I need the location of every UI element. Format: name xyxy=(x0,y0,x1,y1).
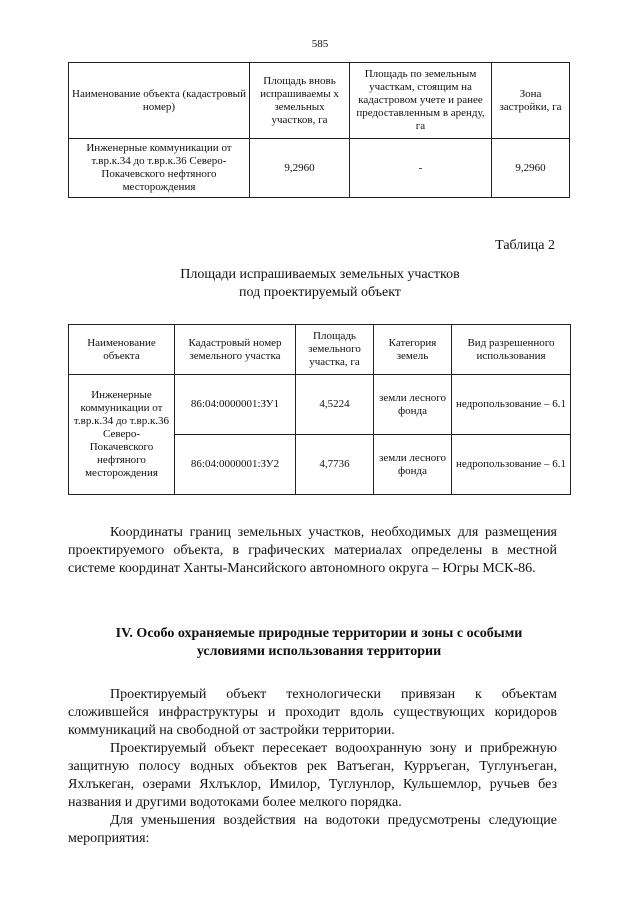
table2-header-cell: Наименование объекта xyxy=(69,325,175,375)
page-number: 585 xyxy=(311,38,329,50)
table1-header-cell: Наименование объекта (кадастровый номер) xyxy=(69,63,250,139)
land-category-cell: земли лесного фонда xyxy=(374,435,452,495)
cadastral-number-cell: 86:04:0000001:ЗУ1 xyxy=(175,375,296,435)
table-title-line: под проектируемый объект xyxy=(239,285,401,300)
table1-header-cell: Площадь по земельным участкам, стоящим на кадастровом учете и ранее предоставленным в аренду, га xyxy=(350,63,492,139)
paragraph: Проектируемый объект пересекает водоохранную зону и прибрежную защитную полосу водных объектов рек Ватъеган, Курръеган, Туглунъеган, Яхлъкеган, озерами Яхлъклор, Имилор, Туглунлор, Кульшемлор, ручьев без названия и другими водотоками более мелкого порядка. xyxy=(68,741,557,810)
table1-cell: - xyxy=(350,139,492,198)
table-title-line: Площади испрашиваемых земельных участков xyxy=(180,267,460,282)
coordinates-paragraph xyxy=(68,524,557,578)
section-heading-line: условиями использования территории xyxy=(196,644,442,659)
area-cell: 4,7736 xyxy=(296,435,374,495)
section-heading xyxy=(68,625,570,661)
land-category-cell: земли лесного фонда xyxy=(374,375,452,435)
object-name-cell: Инженерные коммуникации от т.вр.к.34 до т.вр.к.36 Северо-Покачевского нефтяного месторождения xyxy=(69,375,175,495)
table2-header-cell: Кадастровый номер земельного участка xyxy=(175,325,296,375)
table2-header-cell: Вид разрешенного использования xyxy=(452,325,571,375)
section-heading-line: IV. Особо охраняемые природные территории и зоны с особыми xyxy=(115,626,523,641)
table2-header-cell: Категория земель xyxy=(374,325,452,375)
paragraph: Координаты границ земельных участков, необходимых для размещения проектируемого объекта, в графических материалах определены в местной системе координат Ханты-Мансийского автономного округа – Югры МСК-86. xyxy=(68,525,557,576)
paragraph: Проектируемый объект технологически привязан к объектам сложившейся инфраструктуры и проходит вдоль существующих коридоров коммуникаций на свободной от застройки территории. xyxy=(68,687,557,738)
paragraph: Для уменьшения воздействия на водотоки предусмотрены следующие мероприятия: xyxy=(68,813,557,846)
table-title xyxy=(0,266,640,302)
table1-cell: 9,2960 xyxy=(492,139,570,198)
table2-header-cell: Площадь земельного участка, га xyxy=(296,325,374,375)
cadastral-number-cell: 86:04:0000001:ЗУ2 xyxy=(175,435,296,495)
area-cell: 4,5224 xyxy=(296,375,374,435)
area-summary-table xyxy=(68,62,570,198)
table1-cell: 9,2960 xyxy=(250,139,350,198)
permitted-use-cell: недропользование – 6.1 xyxy=(452,435,571,495)
table1-header-cell: Зона застройки, га xyxy=(492,63,570,139)
table-label: Таблица 2 xyxy=(495,238,555,253)
land-plots-table xyxy=(68,324,571,495)
permitted-use-cell: недропользование – 6.1 xyxy=(452,375,571,435)
table1-cell: Инженерные коммуникации от т.вр.к.34 до т.вр.к.36 Северо-Покачевского нефтяного месторождения xyxy=(69,139,250,198)
table1-header-cell: Площадь вновь испрашиваемы х земельных участков, га xyxy=(250,63,350,139)
body-text xyxy=(68,686,557,848)
